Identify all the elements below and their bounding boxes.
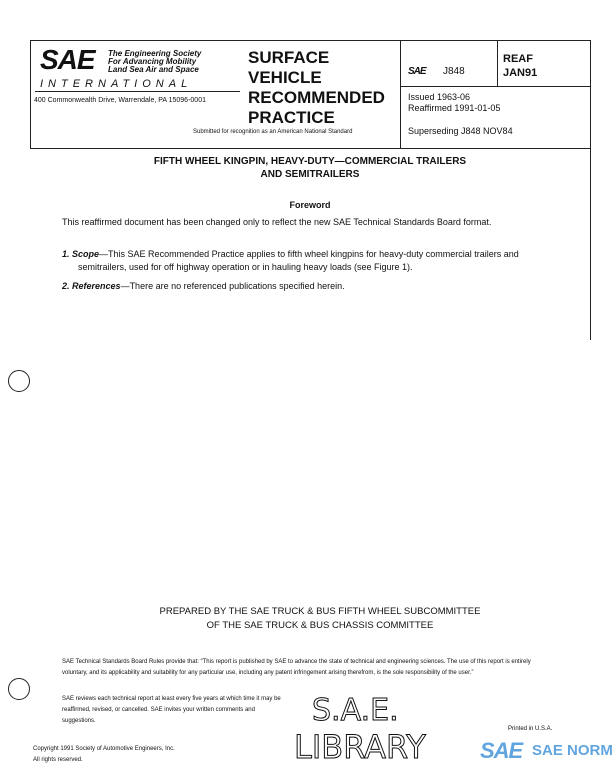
header-bottom-rule — [30, 148, 591, 149]
document-number: J848 — [443, 66, 465, 77]
document-type — [248, 48, 385, 128]
review-notice: SAE reviews each technical report at least every five years at which time it may be reaffirmed, revised, or cancelled. SAE invites your written comments and suggestions. — [62, 696, 281, 724]
international-wordmark: INTERNATIONAL — [40, 78, 193, 90]
doc-type-line: VEHICLE — [248, 68, 322, 87]
punch-hole — [8, 370, 30, 392]
rights-reserved: All rights reserved. — [33, 757, 83, 763]
punch-hole — [8, 678, 30, 700]
issued-date: Issued 1963-06 — [408, 92, 471, 102]
sae-logo: SAE — [40, 44, 95, 75]
page-right-rule — [590, 40, 591, 340]
section-references — [62, 280, 548, 293]
title-line: FIFTH WHEEL KINGPIN, HEAVY-DUTY—COMMERCIAL TRAILERS — [153, 156, 467, 167]
foreword-text: This reaffirmed document has been changed only to reflect the new SAE Technical Standards Board format. — [62, 217, 492, 227]
issue-dates — [408, 92, 500, 114]
section-number: 1. — [62, 249, 70, 259]
tagline-line: For Advancing Mobility — [108, 57, 197, 66]
section-title: Scope — [72, 249, 100, 259]
library-stamp-line2: LIBRARY — [294, 728, 426, 766]
superseding: Superseding J848 NOV84 — [408, 126, 513, 136]
society-tagline — [108, 50, 201, 74]
section-text: —There are no referenced publications specified herein. — [120, 281, 345, 291]
section-number: 2. — [62, 281, 70, 291]
watermark-logo: SAE — [480, 738, 523, 763]
document-title — [50, 155, 570, 181]
sae-small-logo: SAE — [408, 66, 426, 77]
section-scope — [62, 248, 548, 274]
address: 400 Commonwealth Drive, Warrendale, PA 15096-0001 — [34, 97, 206, 104]
tagline-line: The Engineering Society — [108, 49, 202, 58]
status-block — [503, 52, 537, 80]
status-line: JAN91 — [503, 67, 538, 79]
copyright: Copyright 1991 Society of Automotive Engineers, Inc. — [33, 746, 175, 752]
prepared-line: PREPARED BY THE SAE TRUCK & BUS FIFTH WHEEL SUBCOMMITTEE — [159, 606, 481, 617]
printed-in: Printed in U.S.A. — [508, 726, 553, 732]
tagline-line: Land Sea Air and Space — [108, 65, 199, 74]
section-text: —This SAE Recommended Practice applies to fifth wheel kingpins for heavy-duty commercial trailers and semitrailers, used for off highway operation or in hauling heavy loads (see Figure 1). — [78, 249, 519, 272]
title-line: AND SEMITRAILERS — [260, 169, 360, 180]
header-left-rule — [30, 40, 31, 148]
header-divider-3 — [400, 86, 590, 87]
header-divider-2 — [497, 40, 498, 86]
doc-type-line: SURFACE — [248, 48, 330, 67]
library-stamp-line1: S.A.E. — [312, 693, 399, 728]
foreword-heading: Foreword — [289, 200, 331, 210]
ansi-submission: Submitted for recognition as an American National Standard — [193, 129, 353, 135]
header-top-rule — [30, 40, 591, 41]
doc-type-line: PRACTICE — [248, 108, 335, 127]
standards-board-rules: SAE Technical Standards Board Rules provide that: “This report is published by SAE to advance the state of technical and engineering sciences. The use of this report is entirely voluntary, and its applicability and suitability for any particular use, including any patent infringement arising therefrom, is the sole responsibility of the user.” — [62, 659, 531, 676]
watermark-text: SAE NORM — [532, 742, 613, 759]
header-divider — [400, 40, 401, 148]
section-title: References — [72, 281, 121, 291]
logo-rule — [35, 91, 240, 92]
reaffirmed-date: Reaffirmed 1991-01-05 — [408, 103, 501, 113]
status-line: REAF — [503, 53, 533, 65]
prepared-line: OF THE SAE TRUCK & BUS CHASSIS COMMITTEE — [206, 620, 434, 631]
doc-type-line: RECOMMENDED — [248, 88, 385, 107]
prepared-by — [100, 605, 540, 633]
